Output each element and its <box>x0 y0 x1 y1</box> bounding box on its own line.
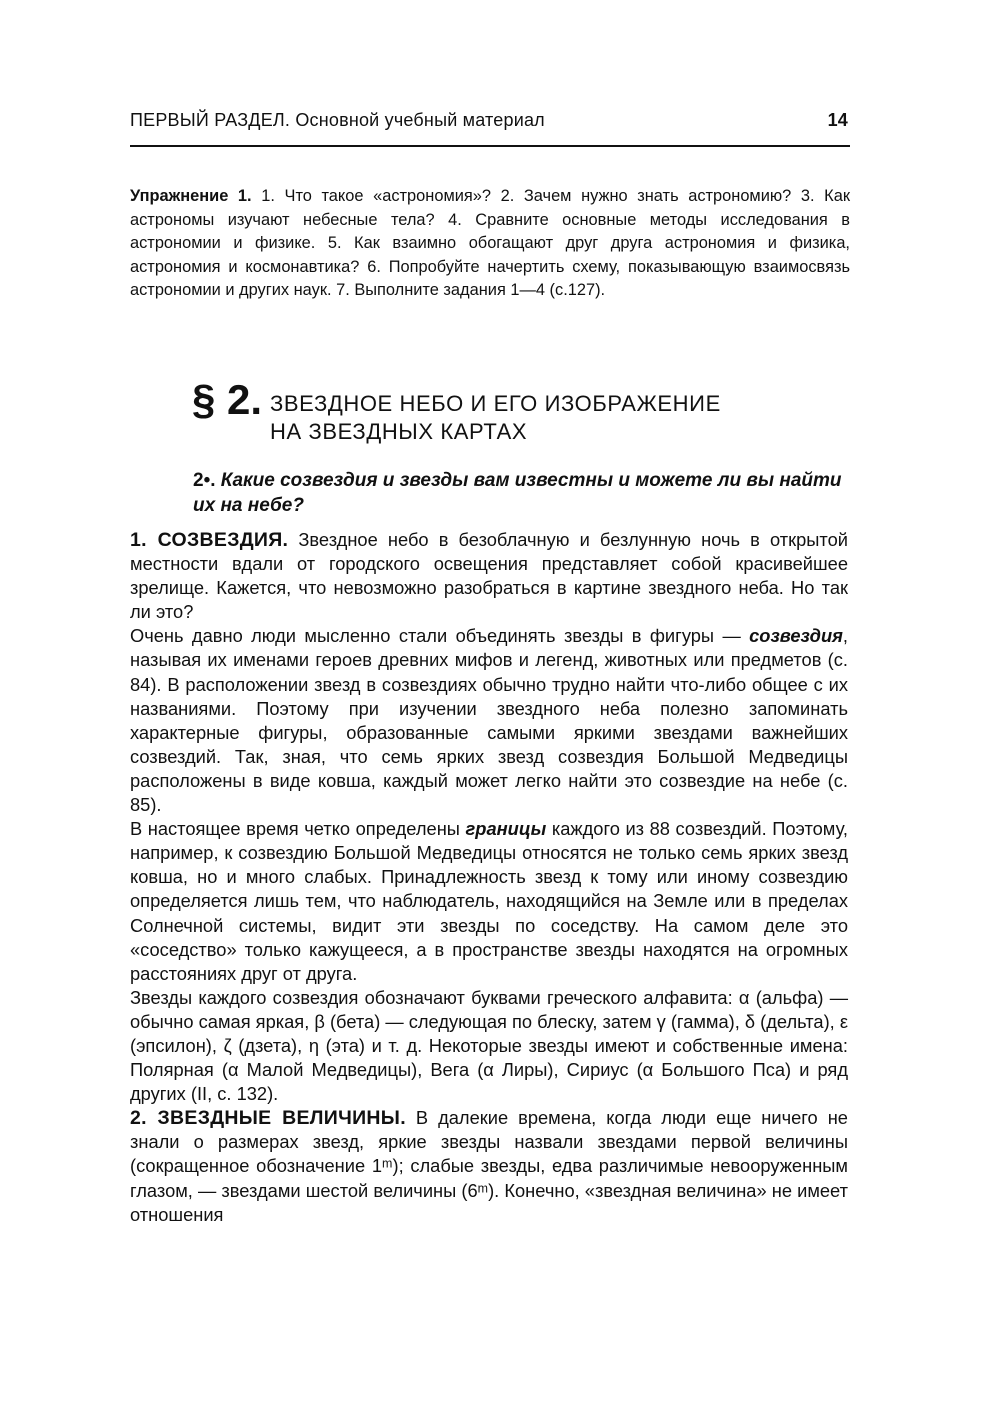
page-number: 14 <box>827 110 848 130</box>
paragraph-text: В далекие времена, когда люди еще ничего не знали о размерах звезд, яркие звезды назвали звездами первой величины (сокращенное обозначение 1ᵐ); слабые звезды, едва различимые невооруженным глазом, — звездами шестой величины (6ᵐ). Конечно, «звездная величина» не имеет отношения <box>130 1107 848 1225</box>
term-boundaries: границы <box>465 818 547 840</box>
header-rule <box>130 145 850 147</box>
paragraph-greek-letters <box>130 986 848 1106</box>
question-text: Какие созвездия и звезды вам известны и можете ли вы найти их на небе? <box>193 470 842 516</box>
main-text <box>130 528 848 1227</box>
term-constellations: созвездия <box>749 625 843 647</box>
section-title-line-2: НА ЗВЕЗДНЫХ КАРТАХ <box>270 419 528 444</box>
paragraph-text: В настоящее время четко определены <box>130 818 460 840</box>
paragraph-text: Звезды каждого созвездия обозначают буквами греческого алфавита: α (альфа) — обычно самая яркая, β (бета) — следующая по блеску, затем γ (гамма), δ (дельта), ε (эпсилон), ζ (дзета), η (эта) и т. д. Некоторые звезды имеют и собственные имена: Полярная (α Малой Медведицы), Вега (α Лиры), Сириус (α Большого Пса) и ряд других (II, с. 132). <box>130 986 848 1105</box>
section-title-line-1: ЗВЕЗДНОЕ НЕБО И ЕГО ИЗОБРАЖЕНИЕ <box>270 391 721 416</box>
paragraph-constellations-intro <box>130 528 848 624</box>
subsection-heading-constellations: 1. СОЗВЕЗДИЯ. <box>130 529 289 551</box>
paragraph-constellation-boundaries <box>130 817 848 986</box>
exercise-label: Упражнение 1. <box>130 187 252 205</box>
review-question <box>193 468 848 518</box>
paragraph-text: каждого из 88 созвездий. Поэтому, например, к созвездию Большой Медведицы относятся не только семь ярких звезд ковша, но и много слабых. Принадлежность звезд к тому или иному созвездию определяется лишь тем, что наблюдатель, находящийся на Земле или в пределах Солнечной системы, видит эти звезды по соседству. На самом деле это «соседство» только кажущееся, а в пространстве звезды находятся на огромных расстояниях друг от друга. <box>130 818 848 984</box>
question-number: 2•. <box>193 470 216 491</box>
exercise-text: 1. Что такое «астрономия»? 2. Зачем нужно знать астрономию? 3. Как астрономы изучают небесные тела? 4. Сравните основные методы исследования в астрономии и физике. 5. Как взаимно обогащают друг друга астрономия и физика, астрономия и космонавтика? 6. Попробуйте начертить схему, показывающую взаимосвязь астрономии и других наук. 7. Выполните задания 1—4 (с.127). <box>130 187 850 300</box>
exercise-block <box>130 185 850 303</box>
paragraph-constellations-history <box>130 624 848 817</box>
paragraph-text: Очень давно люди мысленно стали объединять звезды в фигуры — <box>130 625 741 647</box>
running-title: ПЕРВЫЙ РАЗДЕЛ. Основной учебный материал <box>130 110 545 130</box>
paragraph-text: , называя их именами героев древних мифов и легенд, животных или предметов (с. 84). В расположении звезд в созвездиях обычно трудно найти что-либо общее с их названиями. Поэтому при изучении звездного неба полезно запоминать характерные фигуры, образованные самыми яркими звездами важнейших созвездий. Так, зная, что семь ярких звезд созвездия Большой Медведицы расположены в виде ковша, каждый может легко найти это созвездие на небе (с. 85). <box>130 625 848 816</box>
paragraph-text: Звездное небо в безоблачную и безлунную ночь в открытой местности вдали от городского освещения представляет собой красивейшее зрелище. Кажется, что невозможно разобраться в картине звездного неба. Но так ли это? <box>130 529 848 623</box>
subsection-heading-magnitudes: 2. ЗВЕЗДНЫЕ ВЕЛИЧИНЫ. <box>130 1107 406 1130</box>
section-title <box>270 390 721 446</box>
paragraph-magnitudes <box>130 1106 848 1226</box>
section-mark: § 2. <box>192 376 263 423</box>
